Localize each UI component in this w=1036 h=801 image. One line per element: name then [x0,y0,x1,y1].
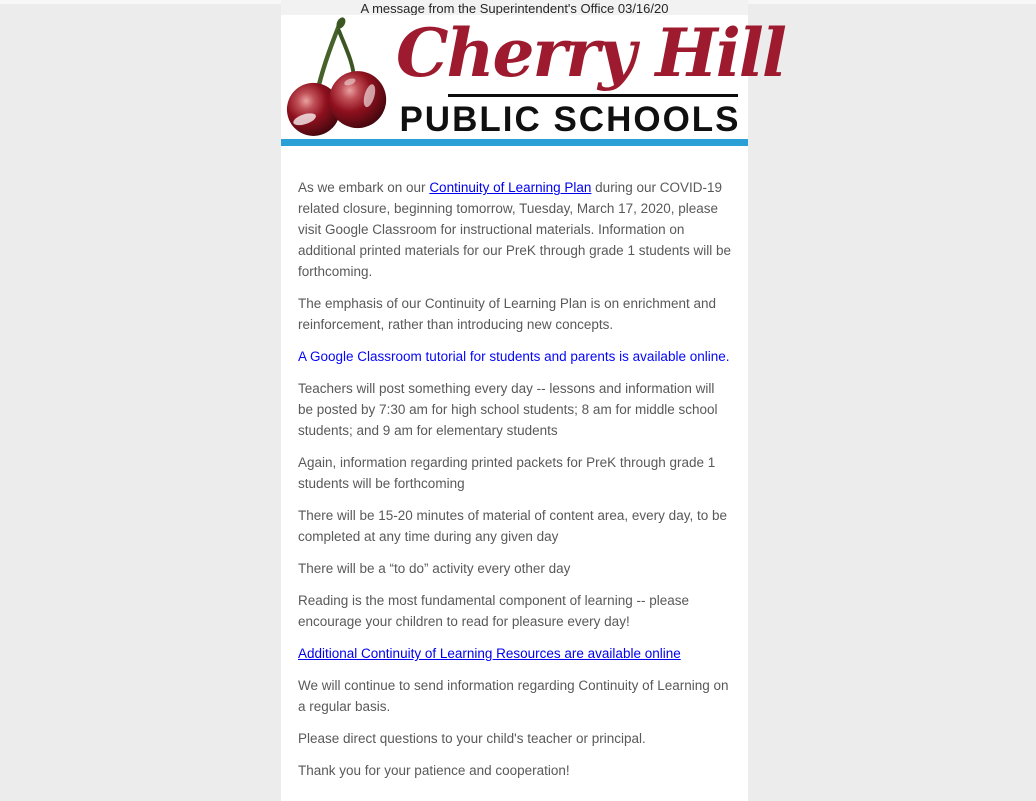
paragraph-emphasis: The emphasis of our Continuity of Learning Plan is on enrichment and reinforcement, rather than introducing new concepts. [298,296,716,332]
paragraph-printed-packets: Again, information regarding printed packets for PreK through grade 1 students will be forthcoming [298,455,716,491]
accent-bar [281,139,748,146]
paragraph-thanks: Thank you for your patience and cooperation! [298,763,570,778]
district-name-block: PUBLIC SCHOOLS [399,100,741,139]
continuity-plan-link[interactable]: Continuity of Learning Plan [429,180,592,195]
email-body [281,146,748,801]
paragraph-questions: Please direct questions to your child's teacher or principal. [298,731,646,746]
intro-text-before: As we embark on our [298,180,430,195]
intro-text-after: during our COVID-19 related closure, beginning tomorrow, Tuesday, March 17, 2020, please visit Google Classroom for instructional materials. Information on additional printed materials for our PreK through grade 1 students will be forthcoming. [298,180,731,279]
paragraph-teachers-post: Teachers will post something every day -- lessons and information will be posted by 7:30 am for high school students; 8 am for middle school students; and 9 am for elementary students [298,381,718,438]
cherries-logo-icon [283,17,396,137]
resources-link[interactable]: Additional Continuity of Learning Resources are available online [298,646,681,661]
email-column [281,0,785,801]
district-logo-header [281,14,785,139]
paragraph-reading: Reading is the most fundamental component of learning -- please encourage your children to read for pleasure every day! [298,593,689,629]
paragraph-todo-activity: There will be a “to do” activity every other day [298,561,571,576]
paragraph-continue-info: We will continue to send information regarding Continuity of Learning on a regular basis. [298,678,729,714]
paragraph-intro [298,177,731,282]
district-name-script: Cherry Hill [396,14,785,92]
paragraph-minutes: There will be 15-20 minutes of material of content area, every day, to be completed at any time during any given day [298,508,727,544]
paragraph-tutorial-note: A Google Classroom tutorial for students and parents is available online. [298,349,730,364]
paragraph-resources [298,643,731,664]
preheader-text: A message from the Superintendent's Office 03/16/20 [360,1,669,15]
logo-underline [448,94,738,97]
